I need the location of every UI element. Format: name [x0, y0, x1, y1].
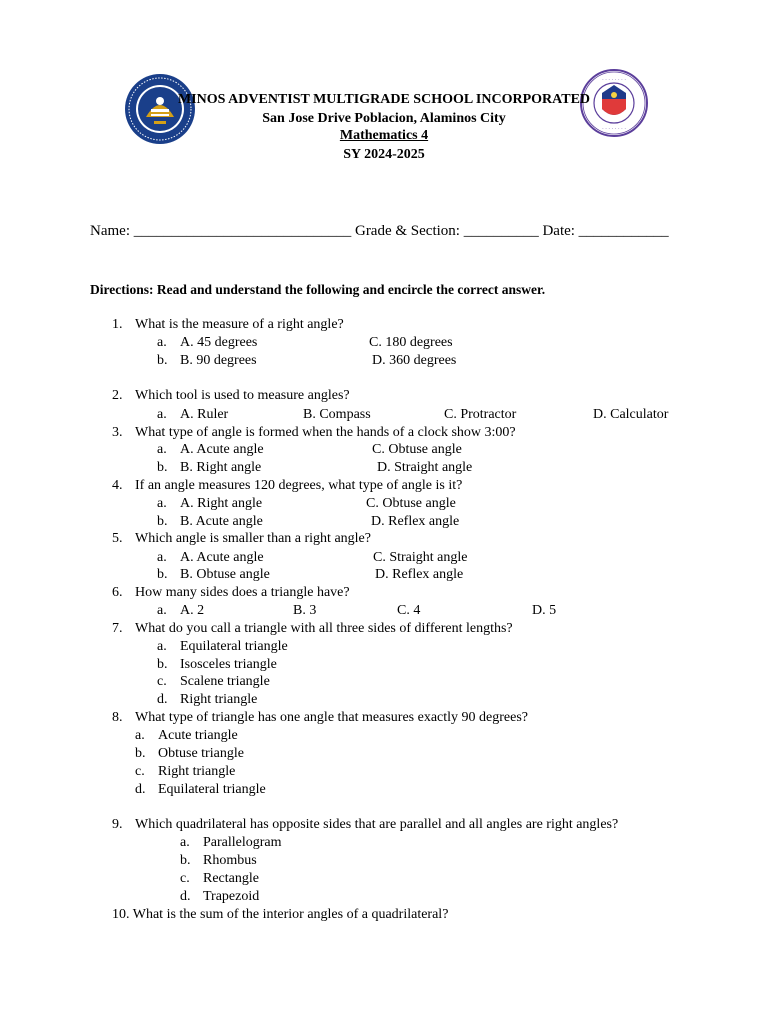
answer-option[interactable]: Rhombus: [203, 853, 257, 868]
answer-option[interactable]: C. Obtuse angle: [366, 496, 456, 511]
question-number: 7.: [112, 621, 123, 636]
option-marker: a.: [157, 335, 167, 350]
question-number: 8.: [112, 710, 123, 725]
svg-text:· · · · · · · ·: · · · · · · · ·: [602, 126, 626, 132]
answer-option[interactable]: Scalene triangle: [180, 674, 270, 689]
answer-option[interactable]: A. Right angle: [180, 496, 263, 511]
option-marker: c.: [180, 871, 190, 886]
option-marker: d.: [135, 782, 146, 797]
school-year: SY 2024-2025: [343, 147, 425, 162]
answer-option[interactable]: B. 90 degrees: [180, 353, 257, 368]
option-marker: b.: [157, 514, 168, 529]
option-marker: b.: [157, 353, 168, 368]
answer-option[interactable]: C. Straight angle: [373, 550, 468, 565]
question-number: 5.: [112, 531, 123, 546]
school-name: MINOS ADVENTIST MULTIGRADE SCHOOL INCORPORATED: [177, 92, 591, 107]
answer-option[interactable]: Right triangle: [158, 764, 236, 779]
student-info-line: Name: _____________________________ Grade & Section: __________ Date: ____________: [90, 223, 669, 239]
question-text: What do you call a triangle with all three sides of different lengths?: [135, 621, 513, 636]
question-text: Which angle is smaller than a right angle?: [135, 531, 371, 546]
question-number: 6.: [112, 585, 123, 600]
answer-option[interactable]: C. 4: [397, 603, 421, 618]
answer-option[interactable]: Trapezoid: [203, 889, 260, 904]
question-number: 3.: [112, 425, 123, 440]
option-marker: a.: [180, 835, 190, 850]
answer-option[interactable]: B. 3: [293, 603, 317, 618]
question-text: [112, 907, 448, 923]
option-marker: d.: [180, 889, 191, 904]
question-text-content: What is the sum of the interior angles of a quadrilateral?: [132, 907, 449, 922]
answer-option[interactable]: Right triangle: [180, 692, 258, 707]
option-marker: a.: [157, 603, 167, 618]
option-marker: d.: [157, 692, 168, 707]
option-marker: a.: [157, 496, 167, 511]
answer-option[interactable]: D. 5: [532, 603, 557, 618]
answer-option[interactable]: B. Compass: [303, 407, 371, 422]
question-text: Which tool is used to measure angles?: [135, 388, 350, 403]
option-marker: b.: [157, 657, 168, 672]
option-marker: b.: [135, 746, 146, 761]
answer-option[interactable]: D. Straight angle: [377, 460, 473, 475]
question-text: What is the measure of a right angle?: [135, 317, 344, 332]
answer-option[interactable]: A. Ruler: [180, 407, 229, 422]
option-marker: b.: [157, 567, 168, 582]
option-marker: b.: [180, 853, 191, 868]
school-address: San Jose Drive Poblacion, Alaminos City: [262, 111, 506, 126]
option-marker: a.: [157, 550, 167, 565]
option-marker: a.: [157, 442, 167, 457]
option-marker: a.: [135, 728, 145, 743]
answer-option[interactable]: D. Calculator: [593, 407, 669, 422]
question-number: 10.: [112, 907, 130, 922]
answer-option[interactable]: C. Obtuse angle: [372, 442, 462, 457]
question-text: How many sides does a triangle have?: [135, 585, 350, 600]
subject-title: Mathematics 4: [339, 128, 429, 143]
answer-option[interactable]: D. Reflex angle: [371, 514, 460, 529]
option-marker: c.: [157, 674, 167, 689]
answer-option[interactable]: A. 45 degrees: [180, 335, 258, 350]
question-number: 4.: [112, 478, 123, 493]
question-text: What type of triangle has one angle that measures exactly 90 degrees?: [135, 710, 529, 725]
answer-option[interactable]: B. Acute angle: [180, 514, 263, 529]
option-marker: c.: [135, 764, 145, 779]
answer-option[interactable]: Isosceles triangle: [180, 657, 277, 672]
answer-option[interactable]: D. 360 degrees: [372, 353, 457, 368]
answer-option[interactable]: A. Acute angle: [180, 550, 264, 565]
option-marker: b.: [157, 460, 168, 475]
answer-option[interactable]: A. 2: [180, 603, 205, 618]
answer-option[interactable]: Obtuse triangle: [158, 746, 244, 761]
question-number: 1.: [112, 317, 123, 332]
answer-option[interactable]: B. Obtuse angle: [180, 567, 270, 582]
answer-option[interactable]: Rectangle: [203, 871, 259, 886]
answer-option[interactable]: Equilateral triangle: [180, 639, 288, 654]
option-marker: a.: [157, 407, 167, 422]
question-text: If an angle measures 120 degrees, what type of angle is it?: [135, 478, 463, 493]
answer-option[interactable]: Equilateral triangle: [158, 782, 266, 797]
option-marker: a.: [157, 639, 167, 654]
answer-option[interactable]: C. 180 degrees: [369, 335, 453, 350]
directions-text: Directions: Read and understand the following and encircle the correct answer.: [90, 282, 546, 297]
question-number: 9.: [112, 817, 123, 832]
answer-option[interactable]: Acute triangle: [158, 728, 238, 743]
answer-option[interactable]: D. Reflex angle: [375, 567, 464, 582]
question-text: What type of angle is formed when the hands of a clock show 3:00?: [135, 425, 516, 440]
answer-option[interactable]: Parallelogram: [203, 835, 282, 850]
answer-option[interactable]: C. Protractor: [444, 407, 517, 422]
question-number: 2.: [112, 388, 123, 403]
question-text: Which quadrilateral has opposite sides that are parallel and all angles are right angles?: [135, 817, 619, 832]
answer-option[interactable]: A. Acute angle: [180, 442, 264, 457]
answer-option[interactable]: B. Right angle: [180, 460, 262, 475]
svg-text:· · · · · · · ·: · · · · · · · ·: [602, 77, 626, 83]
